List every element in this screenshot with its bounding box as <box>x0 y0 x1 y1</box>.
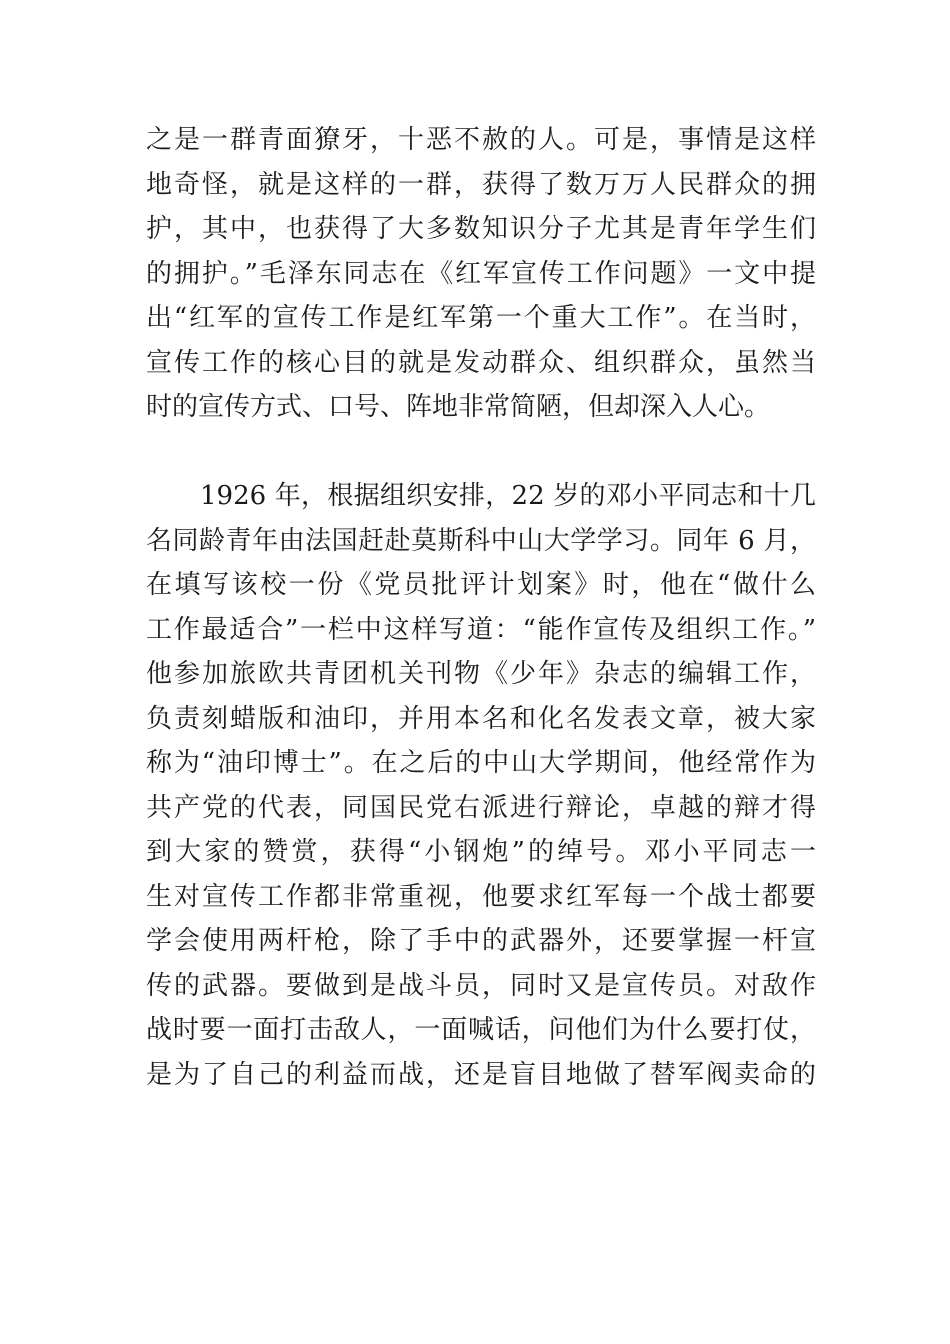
text-line: 工作最适合”一栏中这样写道：“能作宣传及组织工作。” <box>146 614 816 645</box>
text-line: 的拥护。”毛泽东同志在《红军宣传工作问题》一文中提 <box>146 258 816 289</box>
text-line: 名同龄青年由法国赶赴莫斯科中山大学学习。同年 6 月， <box>146 525 816 556</box>
text-line: 传的武器。要做到是战斗员，同时又是宣传员。对敌作 <box>146 970 816 1001</box>
text-line: 时的宣传方式、口号、阵地非常简陋，但却深入人心。 <box>146 392 771 422</box>
text-line: 负责刻蜡版和油印，并用本名和化名发表文章，被大家 <box>146 703 816 734</box>
text-line: 之是一群青面獠牙，十恶不赦的人。可是，事情是这样 <box>146 125 816 155</box>
text-line: 地奇怪，就是这样的一群，获得了数万万人民群众的拥 <box>146 169 816 200</box>
text-line: 出“红军的宣传工作是红军第一个重大工作”。在当时， <box>146 303 816 333</box>
text-line: 他参加旅欧共青团机关刊物《少年》杂志的编辑工作， <box>146 659 816 689</box>
text-line: 到大家的赞赏，获得“小钢炮”的绰号。邓小平同志一 <box>146 837 816 867</box>
text-line: 在填写该校一份《党员批评计划案》时，他在“做什么 <box>146 570 816 600</box>
text-line: 1926 年，根据组织安排，22 岁的邓小平同志和十几 <box>200 481 816 511</box>
paragraph-1 <box>146 118 816 430</box>
text-line: 护，其中，也获得了大多数知识分子尤其是青年学生们 <box>146 214 816 244</box>
text-line: 宣传工作的核心目的就是发动群众、组织群众，虽然当 <box>146 347 816 378</box>
text-line: 战时要一面打击敌人，一面喊话，问他们为什么要打仗， <box>146 1015 816 1045</box>
text-line: 学会使用两杆枪，除了手中的武器外，还要掌握一杆宣 <box>146 926 816 956</box>
text-line: 是为了自己的利益而战，还是盲目地做了替军阀卖命的 <box>146 1059 816 1090</box>
text-line: 共产党的代表，同国民党右派进行辩论，卓越的辩才得 <box>146 792 816 823</box>
paragraph-2 <box>146 474 816 1097</box>
text-line: 称为“油印博士”。在之后的中山大学期间，他经常作为 <box>146 748 816 778</box>
text-line: 生对宣传工作都非常重视，他要求红军每一个战士都要 <box>146 881 816 912</box>
